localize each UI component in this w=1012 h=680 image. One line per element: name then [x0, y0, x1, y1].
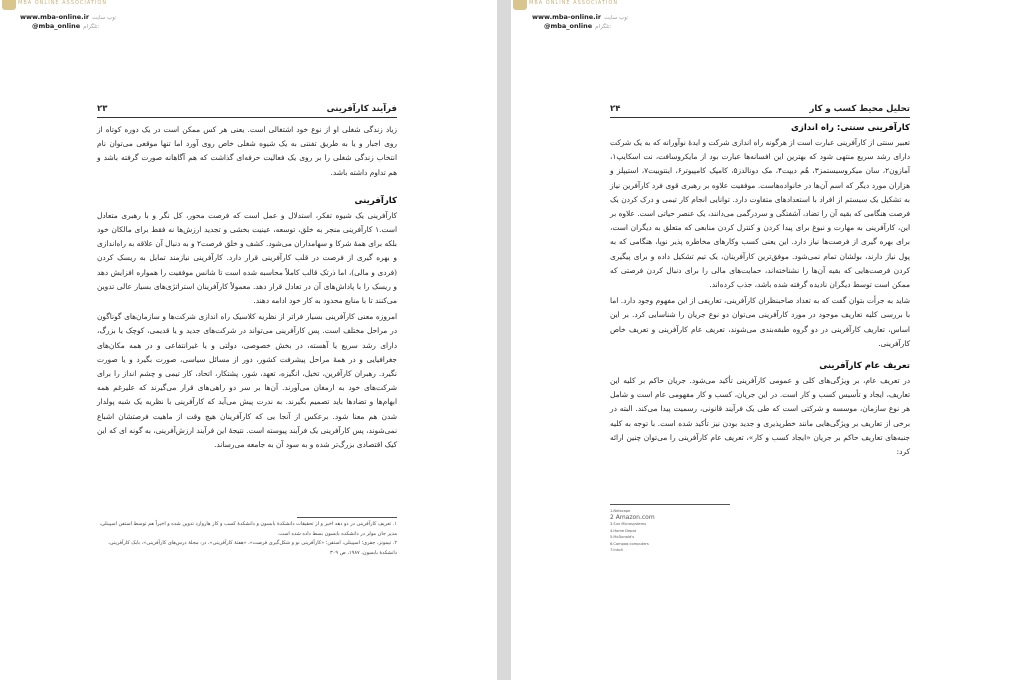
- telegram-line: [32, 22, 99, 32]
- footnote-1: ۱. تعریف کارآفرینی در دو دهه اخیر و از تحقیقات دانشکدهٔ بابسون و دانشکدهٔ کسب و کار هاروارد تدوین شده و اخیراً هم توسط استفن اسپینلی، مدیر جان مولر در دانشکده بابسون بسط داده شده است.: [99, 521, 397, 537]
- page-gutter: [497, 0, 511, 680]
- telegram-label: تلگرام:: [595, 24, 612, 30]
- right-footnotes: [610, 508, 810, 553]
- section-paragraph-1: کارآفرینی یک شیوه تفکر، استدلال و عمل است که فرصت محور، کل نگر و با رهبری متعادل است.۱ کارآفرینی منجر به خلق، توسعه، عینیت بخشی و تجدید ارزش‌ها نه فقط برای مالکان خود بلکه برای همهٔ شرکا و سهامداران می‌شود. کشف و خلق فرصت۲ و به دنبال آن علاقه به راه‌اندازی و بهره گیری از فرصت در قلب کارآفرینی قرار دارد. کارآفرینی نیازمند تمایل به ریسک کردن (فردی و مالی)، اما ذرتک قالب کاملاً محاسبه شده است تا شانس موفقیت را همواره افزایش دهد و ریسک را با پاداش‌های آن در تعادل قرار دهد. معمولاً کارآفرینان استراتژی‌های بسیار عالی تدوین می‌کنند تا با منابع محدود به کار خود ادامه دهند.: [97, 210, 397, 306]
- paragraph-1: تعبیر سنتی از کارآفرینی عبارت است از هرگونه راه اندازی شرکت و ایدهٔ نوآورانه که به یک شرکت دارای رشد سریع منتهی شود که بهترین این افسانه‌ها عبارت بود از مایکروسافت، نت اسکایپ۱، آمازون۲، سان میکروسیستمز۳، هُم دیپت۴، مک دونالدز۵، کامپک کامپیوتر۶، اینتوییت۷، استیپلز و هزاران مورد دیگر که اسم آن‌ها در خانواده‌هاست. موفقیت علاوه بر رهبری قوی فرد کارآفرین نیاز به تشکیل یک سیستم از افراد با استعدادهای متفاوت دارد. توانایی انجام کار تیمی و درک کردن یک فرصت هنگامی که بقیه آن را تضاد، آشفتگی و سردرگمی می‌دانند، یک عنصر حیاتی است. علاوه بر این، کارآفرینی به مهارت و نبوغ برای پیدا کردن و کنترل کردن منابعی که متعلق به دیگران است، برای بهره گیری از فرصت‌ها نیاز دارد. این یعنی کسب وکارهای مخاطره پذیر نوپا، هنگامی که به پول نیاز دارند، بولشان تمام نمی‌شود. موفق‌ترین کارآفرینان، یک تیم تشکیل داده و برای پیگیری کردن فرصت‌هایی که بقیه آن‌ها را نشناخته‌اند، حمایت‌های مالی را برای دنبال کردن فرصتی که ممکن است توسط دیگران نادیده گرفته شده باشد، جذب کرده‌اند.: [610, 138, 910, 290]
- heading-general-definition: تعریف عام کارآفرینی: [819, 361, 910, 372]
- telegram-line: [544, 22, 611, 32]
- footnote-item: 1.Netscape: [610, 509, 631, 513]
- left-footnotes: [97, 520, 397, 558]
- website-value: www.mba-online.ir: [532, 13, 602, 21]
- brand-strip: MBA ONLINE ASSOCIATION: [529, 0, 619, 6]
- page-number: ۲۳: [97, 104, 108, 114]
- footnote-item: 4.Home Depot: [610, 528, 637, 533]
- footnote-item: 7.Intuit: [610, 548, 623, 553]
- footnote-rule: [297, 517, 397, 518]
- telegram-value: @mba_online: [32, 22, 81, 30]
- telegram-label: تلگرام:: [83, 24, 100, 30]
- footnote-item: 6.Compaq computers: [610, 541, 649, 546]
- section-heading: کارآفرینی: [354, 195, 397, 206]
- paragraph-3: در تعریف عام، بر ویژگی‌های کلی و عمومی کارآفرینی تأکید می‌شود. جریان حاکم بر کلیه این تعاریف، ایجاد و تأسیس کسب و کار است. در این جریان، کسب و کار مفهومی عام است و شامل هر نوع سازمان، موسسه و شرکتی است که طی یک فرآیند قانونی، رسمیت پیدا می‌کند. البته در برخی از تعاریف بر ویژگی‌هایی مانند خطرپذیری و جدید بودن نیز تأکید شده است. با توجه به کلیه جنبه‌های تعاریف حاکم بر جریان «ایجاد کسب و کار»، تعریف عام کارآفرینی را می‌توان چنین ارائه کرد:: [610, 376, 910, 457]
- running-title: فرآیند کارآفرینی: [326, 104, 397, 114]
- paragraph-2: شاید به جرأت بتوان گفت که به تعداد صاحبنظران کارآفرینی، تعاریفی از این مفهوم وجود دارد. اما با بررسی کلیه تعاریف موجود در مورد کارآفرینی می‌توان دو نوع جریان را شناسایی کرد. بر این اساس، تعاریف کارآفرینی در دو گروه طبقه‌بندی می‌شوند، تعریف عام کارآفرینی و تعریف خاص کارآفرینی.: [610, 296, 910, 348]
- brand-strip: MBA ONLINE ASSOCIATION: [18, 0, 108, 6]
- heading-traditional: کارآفرینی سنتی: راه اندازی: [791, 123, 910, 133]
- logo-mark: [513, 0, 527, 10]
- footnote-2: ۲. تیمونز، جفری؛ اسپینلی، استفن؛ «کارآفرینی نو و شکل‌گیری فرصت»، «هفتهٔ کارآفرینی»، در: مجلهٔ درس‌های کارآفرینی»، بابک کارآفرینی، دانشکدهٔ بابسون، ۱۹۸۷، ص ۳۰۹: [108, 540, 397, 556]
- intro-paragraph: زیاد زندگی شغلی او از نوع خود اشتغالی است. یعنی هر کس ممکن است در یک دوره کوتاه از روی اجبار و یا به طریق تفننی به یک شیوه شغلی خاص روی آورد اما تنها موقعی می‌توان نام انتخاب زندگی شغلی را بر روی یک فعالیت حرفه‌ای گذاشت که هم آگاهانه صورت گرفته باشد و هم تداوم داشته باشد.: [97, 125, 397, 177]
- right-body: [610, 121, 910, 461]
- footnote-rule: [610, 504, 730, 505]
- running-header: [97, 101, 397, 118]
- footnote-item: 3.Sun Microsystems: [610, 522, 646, 527]
- left-page: [0, 0, 497, 680]
- footnote-item: 2 Amazon.com: [610, 514, 655, 522]
- running-header: [610, 101, 910, 118]
- running-title: تحلیل محیط کسب و کار: [809, 104, 910, 114]
- telegram-value: @mba_online: [544, 22, 593, 30]
- right-page: [511, 0, 1012, 680]
- website-label: وب سایت:: [92, 15, 117, 21]
- footnote-item: 5.McDonald's: [610, 535, 635, 540]
- page-number: ۲۴: [610, 104, 621, 114]
- website-label: وب سایت:: [604, 15, 629, 21]
- section-paragraph-2: امروزه معنی کارآفرینی بسیار فراتر از نظریه کلاسیک راه اندازی شرکت‌ها و سازمان‌های گوناگون در مراحل مختلف است. پس کارآفرینی می‌تواند در شرکت‌های جدید و یا قدیمی، کوچک یا بزرگ، دارای رشد سریع یا آهسته، در بخش خصوصی، دولتی و یا غیرانتفاعی و در همه مکان‌های جغرافیایی و در همهٔ مراحل پیشرفت کشور، دور از مسائل سیاسی، صورت بگیرد و یا صورت نگیرد. رهبران کارآفرین، تخیل، انگیزه، تعهد، شور، پشتکار، اتحاد، کار تیمی و چشم انداز را برای شرکت‌های خود به ارمغان می‌آورند. آن‌ها بر سر دو راهی‌های قرار می‌گیرند که علیرغم همه ابهام‌ها و تضادها باید تصمیم بگیرند. به ندرت پیش می‌آید که کارآفرینی با نظریه یک شبه پولدار شدن هم معنا شود. برعکس از آنجا یی که کارآفرینان هیچ وقت از ماهیت فرصتشان اشباع نمی‌شوند، پس کارآفرینی یک فرآیند پیوسته است. نتیجهٔ این فرآیند ارزش‌آفرینی، به گونه ای که این کیک اقتصادی بزرگ‌تر شده و به سود آن به جامعه می‌رساند.: [97, 312, 397, 450]
- left-body: [97, 123, 397, 454]
- logo-mark: [2, 0, 16, 10]
- website-value: www.mba-online.ir: [20, 13, 90, 21]
